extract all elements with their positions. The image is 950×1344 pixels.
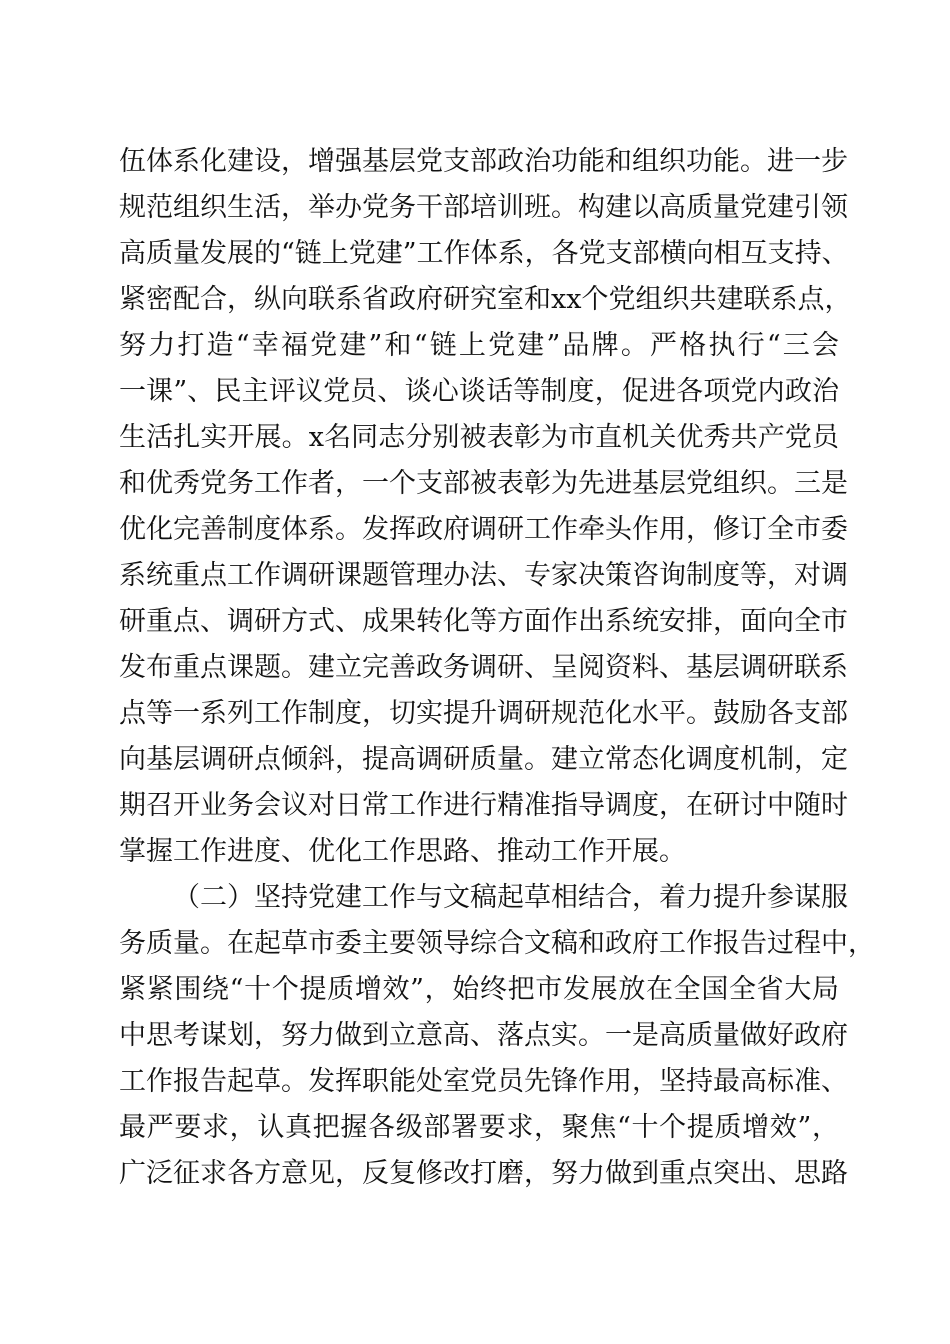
section-heading-line: （二）坚持党建工作与文稿起草相结合，着力提升参谋服: [173, 882, 848, 913]
text-line: 最严要求，认真把握各级部署要求，聚焦“十个提质增效”，: [119, 1112, 839, 1143]
text-line: 规范组织生活，举办党务干部培训班。构建以高质量党建引领: [119, 192, 848, 223]
text-line: 系统重点工作调研课题管理办法、专家决策咨询制度等，对调: [119, 560, 848, 591]
text-line: 优化完善制度体系。发挥政府调研工作牵头作用，修订全市委: [119, 514, 848, 545]
text-line: 期召开业务会议对日常工作进行精准指导调度，在研讨中随时: [119, 790, 848, 821]
text-line: 努力打造“幸福党建”和“链上党建”品牌。严格执行“三会: [119, 330, 839, 361]
text-line: 发布重点课题。建立完善政务调研、呈阅资料、基层调研联系: [119, 652, 848, 683]
text-line: 掌握工作进度、优化工作思路、推动工作开展。: [119, 836, 686, 867]
text-line: 和优秀党务工作者，一个支部被表彰为先进基层党组织。三是: [119, 468, 848, 499]
body-text: [119, 139, 875, 1197]
text-line: 工作报告起草。发挥职能处室党员先锋作用，坚持最高标准、: [119, 1066, 848, 1097]
text-line: 伍体系化建设，增强基层党支部政治功能和组织功能。进一步: [119, 146, 848, 177]
text-line: 向基层调研点倾斜，提高调研质量。建立常态化调度机制，定: [119, 744, 848, 775]
text-line: 紧密配合，纵向联系省政府研究室和xx个党组织共建联系点，: [119, 284, 852, 315]
text-line: 生活扎实开展。x名同志分别被表彰为市直机关优秀共产党员: [119, 422, 839, 453]
text-line: 一课”、民主评议党员、谈心谈话等制度，促进各项党内政治: [119, 376, 839, 407]
text-line: 紧紧围绕“十个提质增效”，始终把市发展放在全国全省大局: [119, 974, 839, 1005]
text-line: 务质量。在起草市委主要领导综合文稿和政府工作报告过程中，: [119, 928, 875, 959]
text-line: 高质量发展的“链上党建”工作体系，各党支部横向相互支持、: [119, 238, 849, 269]
text-line: 研重点、调研方式、成果转化等方面作出系统安排，面向全市: [119, 606, 848, 637]
text-line: 广泛征求各方意见，反复修改打磨，努力做到重点突出、思路: [119, 1158, 848, 1189]
text-line: 点等一系列工作制度，切实提升调研规范化水平。鼓励各支部: [119, 698, 848, 729]
text-line: 中思考谋划，努力做到立意高、落点实。一是高质量做好政府: [119, 1020, 848, 1051]
